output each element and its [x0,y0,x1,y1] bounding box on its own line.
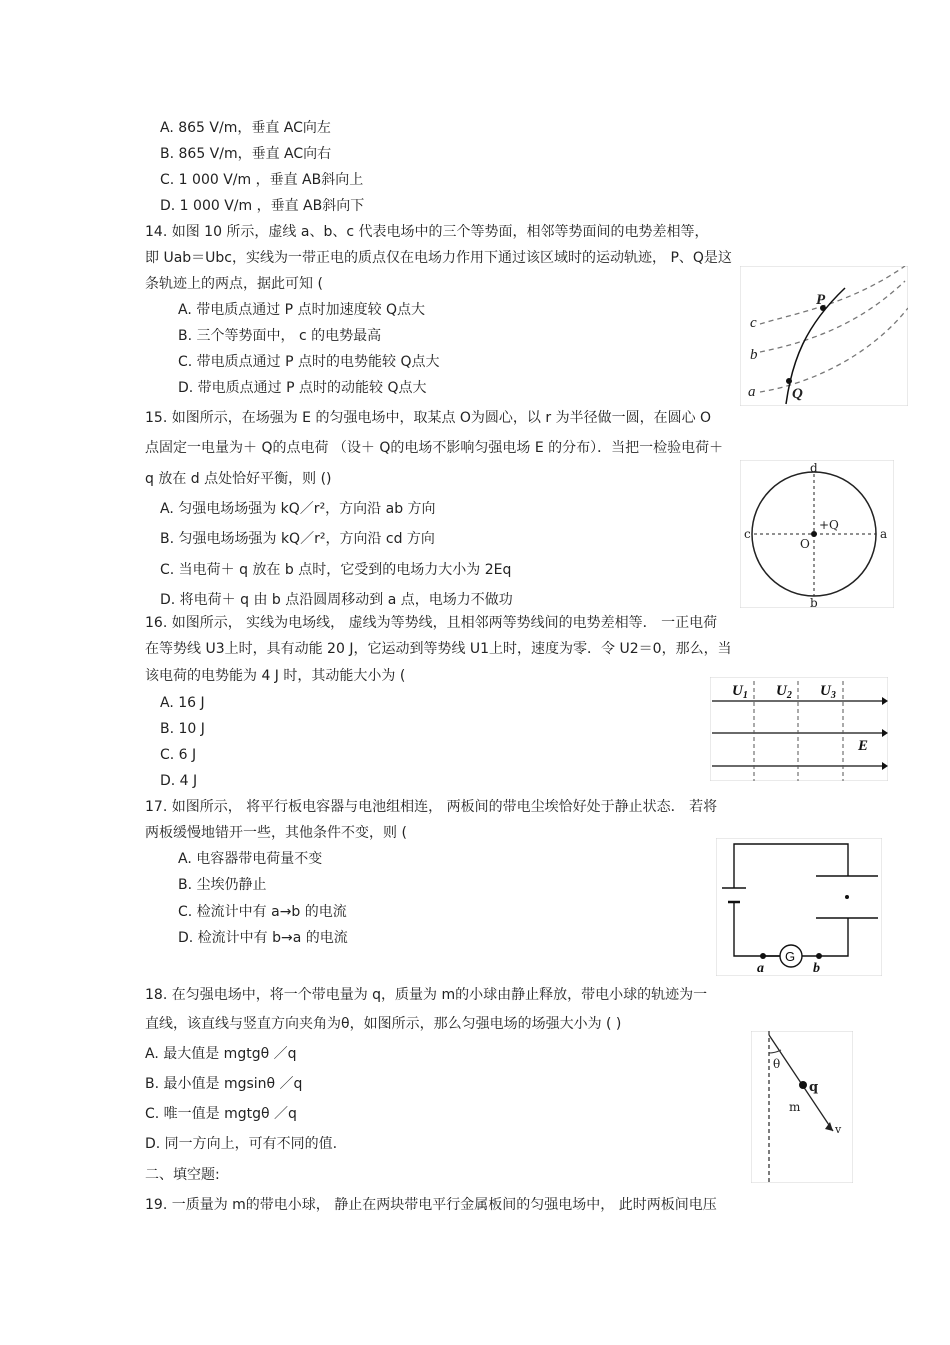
q17-label-b: b [813,961,820,976]
q14-option-b: B. 三个等势面中， c 的电势最高 [178,328,382,344]
q18-label-theta: θ [773,1057,781,1071]
q15-label-b: b [810,596,818,608]
q13-option-b: B. 865 V/m，垂直 AC向右 [160,146,332,162]
q17-galvanometer-label: G [785,949,796,964]
q15-option-b: B. 匀强电场场强为 kQ／r²，方向沿 cd 方向 [160,531,435,547]
q17-option-a: A. 电容器带电荷量不变 [178,851,323,867]
q13-option-c: C. 1 000 V/m ，垂直 AB斜向上 [160,172,364,188]
q17-option-d: D. 检流计中有 b→a 的电流 [178,930,348,946]
q15-label-plus-q: +Q [819,518,839,532]
q14-stem-line2: 即 Uab＝Ubc，实线为一带正电的质点仅在电场力作用下通过该区域时的运动轨迹， P、Q是这 [145,250,732,266]
q17-option-c: C. 检流计中有 a→b 的电流 [178,904,347,920]
q17-option-b: B. 尘埃仍静止 [178,877,267,893]
q18-option-d: D. 同一方向上，可有不同的值. [145,1136,338,1152]
q18-stem-line1: 18. 在匀强电场中，将一个带电量为 q，质量为 m的小球由静止释放，带电小球的轨迹为一 [145,987,708,1003]
q15-option-d: D. 将电荷＋ q 由 b 点沿圆周移动到 a 点，电场力不做功 [160,592,513,608]
q15-label-o: O [800,537,810,551]
q17-label-a: a [757,961,764,976]
q16-option-a: A. 16 J [160,695,205,711]
q17-figure [716,838,882,976]
q16-label-u3: $U_3$ [820,683,836,701]
q15-figure [740,460,894,608]
q14-stem-line1: 14. 如图 10 所示，虚线 a、b、c 代表电场中的三个等势面，相邻等势面间的电势差相等， [145,224,709,240]
q18-stem-line2: 直线，该直线与竖直方向夹角为θ，如图所示，那么匀强电场的场强大小为 ( ) [145,1016,622,1032]
q14-label-q: Q [792,386,803,402]
q14-option-c: C. 带电质点通过 P 点时的电势能较 Q点大 [178,354,440,370]
q18-figure [751,1031,853,1183]
q14-option-d: D. 带电质点通过 P 点时的动能较 Q点大 [178,380,427,396]
q13-option-d: D. 1 000 V/m ，垂直 AB斜向下 [160,198,365,214]
q16-stem-line2: 在等势线 U3上时，具有动能 20 J，它运动到等势线 U1上时，速度为零．令 U2＝0，那么，当 [145,641,732,657]
q15-stem-line3: q 放在 d 点处恰好平衡，则 () [145,471,332,487]
q16-figure [710,677,888,781]
q14-label-a: a [748,384,756,400]
q14-stem-line3: 条轨迹上的两点，据此可知 ( [145,276,323,292]
q18-label-q: q [809,1080,819,1095]
q14-label-p: P [816,292,826,308]
q16-stem-line1: 16. 如图所示， 实线为电场线， 虚线为等势线，且相邻两等势线间的电势差相等． 一正电荷 [145,615,718,631]
q16-option-b: B. 10 J [160,721,205,737]
q17-stem-line1: 17. 如图所示， 将平行板电容器与电池组相连， 两板间的带电尘埃恰好处于静止状态． 若将 [145,799,718,815]
q18-option-b: B. 最小值是 mgsinθ ／q [145,1076,303,1092]
q16-label-u1: $U_1$ [732,683,748,701]
q19-stem: 19. 一质量为 m的带电小球， 静止在两块带电平行金属板间的匀强电场中， 此时两板间电压 [145,1197,717,1213]
q15-label-c: c [744,527,751,541]
q16-label-e: E [858,738,869,754]
q17-stem-line2: 两板缓慢地错开一些，其他条件不变，则 ( [145,825,407,841]
q16-option-c: C. 6 J [160,747,197,763]
q14-label-b: b [750,347,758,363]
q15-option-c: C. 当电荷＋ q 放在 b 点时，它受到的电场力大小为 2Eq [160,562,512,578]
q14-option-a: A. 带电质点通过 P 点时加速度较 Q点大 [178,302,426,318]
q15-stem-line2: 点固定一电量为＋ Q的点电荷 （设＋ Q的电场不影响匀强电场 E 的分布）．当把一检验电荷＋ [145,440,724,456]
q15-label-a: a [880,527,888,541]
q18-label-m: m [789,1100,801,1114]
q14-figure [740,266,908,406]
q14-label-c: c [750,315,757,331]
section-fill-in-heading: 二、填空题: [145,1167,220,1183]
q15-label-d: d [810,461,818,475]
q16-stem-line3: 该电荷的电势能为 4 J 时，其动能大小为 ( [145,668,406,684]
q18-label-v: v [835,1123,842,1136]
q13-option-a: A. 865 V/m，垂直 AC向左 [160,120,331,136]
q16-option-d: D. 4 J [160,773,198,789]
q15-stem-line1: 15. 如图所示，在场强为 E 的匀强电场中，取某点 O为圆心，以 r 为半径做一圆，在圆心 O [145,410,712,426]
q18-option-a: A. 最大值是 mgtgθ ／q [145,1046,297,1062]
q15-option-a: A. 匀强电场场强为 kQ／r²，方向沿 ab 方向 [160,501,436,517]
q18-option-c: C. 唯一值是 mgtgθ ／q [145,1106,297,1122]
q16-label-u2: $U_2$ [776,683,792,701]
